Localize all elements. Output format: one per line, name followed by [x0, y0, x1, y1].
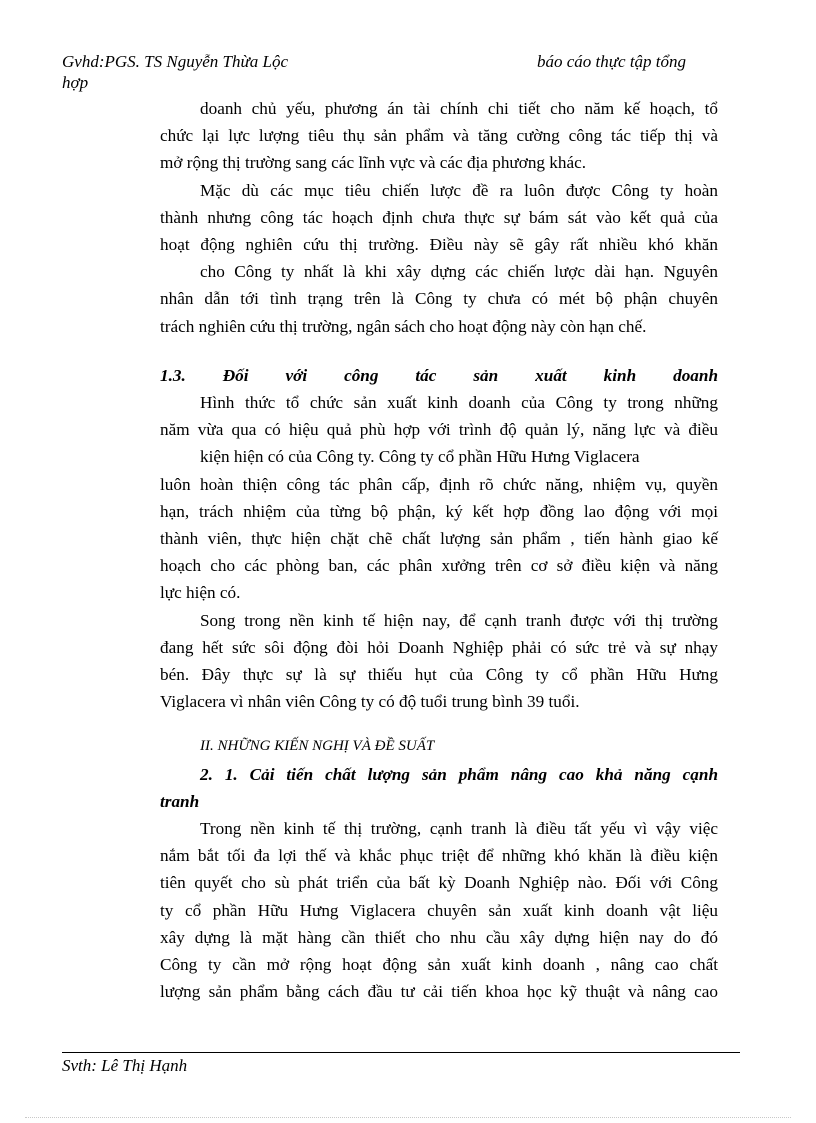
- subsection-heading-2-1-continuation: tranh: [160, 791, 200, 811]
- document-body: [160, 95, 718, 1006]
- paragraph: [160, 177, 718, 340]
- header-advisor: Gvhd:PGS. TS Nguyễn Thừa Lộc: [62, 52, 289, 71]
- page-bottom-dotted-rule: [25, 1117, 791, 1118]
- text-line: doanh chủ yếu, phương án tài chính chi tiết cho năm kế hoạch, tổ: [200, 99, 718, 118]
- text-line: thành viên, thực hiện chặt chẽ chất lượng sản phẩm , tiến hành giao kế: [160, 529, 718, 549]
- text-line: lượng sản phẩm bằng cách đầu tư cải tiến khoa học kỹ thuật và nâng cao: [160, 982, 718, 1002]
- text-line: luôn hoàn thiện công tác phân cấp, định rõ chức năng, nhiệm vụ, quyền: [160, 474, 718, 494]
- text-line: trách nghiên cứu thị trường, ngân sách cho hoạt động này còn hạn chế.: [160, 316, 647, 336]
- text-line: cho Công ty nhất là khi xây dựng các chiến lược dài hạn. Nguyên: [200, 262, 718, 282]
- text-line: Mặc dù các mục tiêu chiến lược đề ra luôn được Công ty hoàn: [200, 180, 718, 200]
- text-line: hoạch cho các phòng ban, các phân xưởng trên cơ sở điều kiện và năng: [160, 556, 718, 576]
- text-line: xây dựng là mặt hàng cần thiết cho nhu cầu xây dựng hiện nay do đó: [160, 927, 718, 947]
- text-line: lực hiện có.: [160, 583, 241, 603]
- footer-divider: [62, 1052, 740, 1053]
- text-line: năm vừa qua có hiệu quả phù hợp với trình độ quản lý, năng lực và điều: [160, 420, 718, 440]
- paragraph: [160, 815, 718, 1005]
- subsection-heading-2-1: 2. 1. Cải tiến chất lượng sản phẩm nâng cao khả năng cạnh: [200, 764, 718, 784]
- text-line: nắm bắt tối đa lợi thế và khắc phục triệt để những khó khăn là điều kiện: [160, 846, 718, 866]
- header-report-title-continuation: hợp: [62, 73, 89, 92]
- text-line: hoạt động nghiên cứu thị trường. Điều này sẽ gây rất nhiều khó khăn: [160, 235, 718, 255]
- paragraph: [160, 389, 718, 607]
- text-line: Viglacera vì nhân viên Công ty có độ tuổi trung bình 39 tuổi.: [160, 692, 580, 712]
- paragraph: [160, 607, 718, 716]
- text-line: kiện hiện có của Công ty. Công ty cổ phần Hữu Hưng Viglacera: [200, 447, 640, 467]
- paragraph: [160, 95, 718, 177]
- text-line: tiên quyết cho sù phát triển của bất kỳ Doanh Nghiệp nào. Đối với Công: [160, 873, 718, 893]
- text-line: chức lại lực lượng tiêu thụ sản phẩm và tăng cường công tác tiếp thị và: [160, 126, 718, 146]
- text-line: Trong nền kinh tế thị trường, cạnh tranh là điều tất yếu vì vậy việc: [200, 819, 718, 839]
- section-heading-1-3: 1.3. Đối với công tác sản xuất kinh doanh: [160, 365, 718, 385]
- text-line: đang hết sức sôi động đòi hỏi Doanh Nghiệp phải có sức trẻ và sự nhạy: [160, 637, 718, 657]
- text-line: bén. Đây thực sự là sự thiếu hụt của Công ty cổ phần Hữu Hưng: [160, 665, 718, 685]
- text-line: ty cổ phần Hữu Hưng Viglacera chuyên sản xuất kinh doanh vật liệu: [160, 900, 718, 920]
- section-heading-II: II. NHỮNG KIẾN NGHỊ VÀ ĐỀ SUẤT: [200, 738, 435, 755]
- text-line: Hình thức tổ chức sản xuất kinh doanh của Công ty trong những: [200, 393, 718, 413]
- text-line: mở rộng thị trường sang các lĩnh vực và các địa phương khác.: [160, 153, 587, 173]
- text-line: Công ty cần mở rộng hoạt động sản xuất kinh doanh , nâng cao chất: [160, 955, 718, 975]
- text-line: Song trong nền kinh tế hiện nay, để cạnh tranh được với thị trường: [200, 610, 718, 630]
- header-report-title: báo cáo thực tập tổng: [537, 52, 687, 71]
- footer-author: Svth: Lê Thị Hạnh: [62, 1056, 188, 1075]
- text-line: thành nhưng công tác hoạch định chưa thực sự bám sát vào kết quả của: [160, 207, 718, 227]
- text-line: nhân dẫn tới tình trạng trên là Công ty chưa có mét bộ phận chuyên: [160, 289, 718, 309]
- text-line: hạn, trách nhiệm của từng bộ phận, ký kết hợp đồng lao động với mọi: [160, 501, 718, 521]
